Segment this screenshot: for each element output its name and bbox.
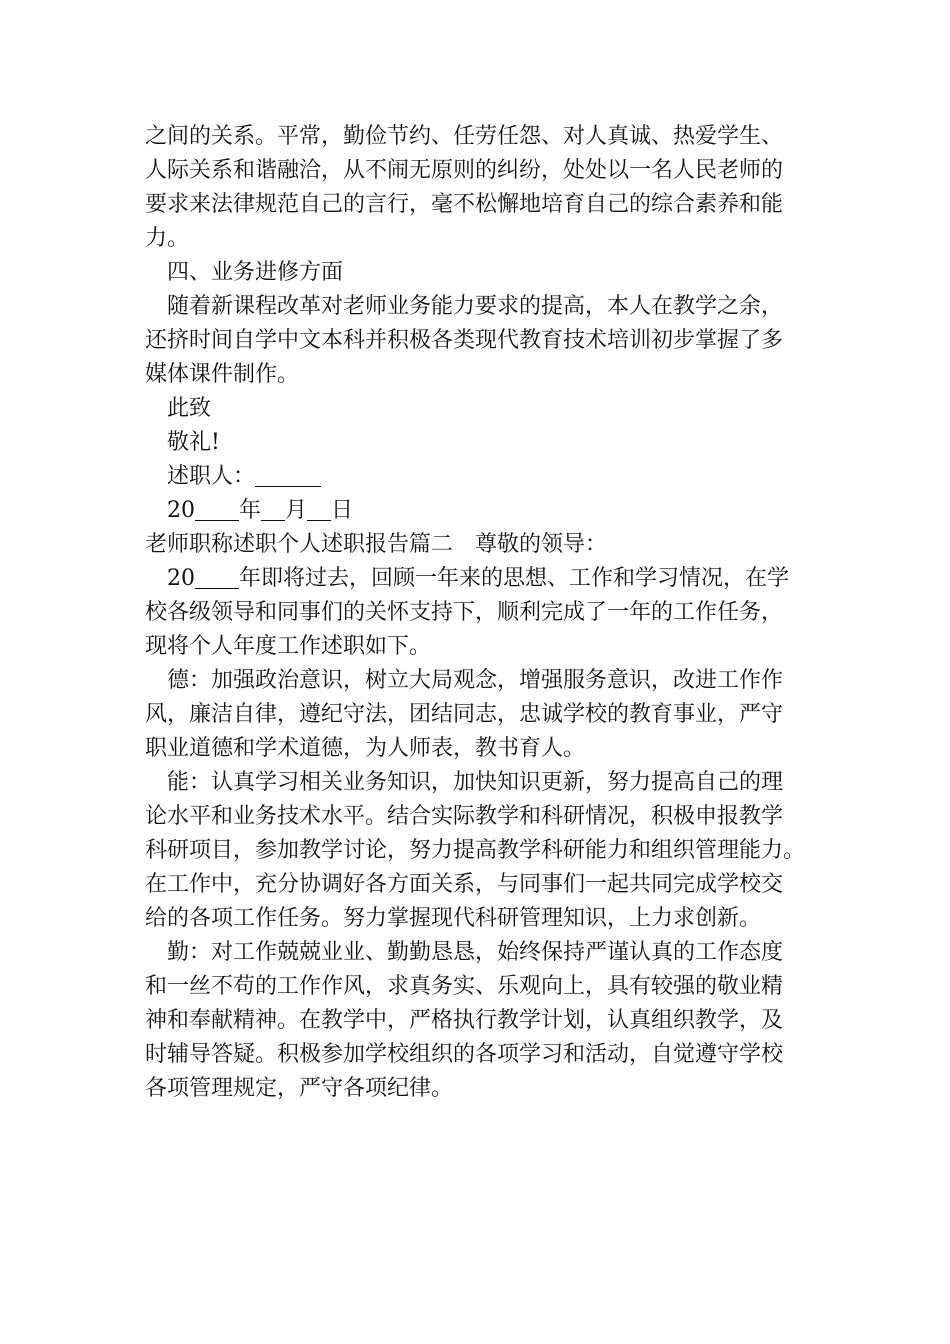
day-blank xyxy=(307,498,331,521)
paragraph-line: 论水平和业务技术水平。结合实际教学和科研情况，积极申报教学 xyxy=(145,804,784,829)
paragraph-line: 勤：对工作兢兢业业、勤勤恳恳，始终保持严谨认真的工作态度 xyxy=(167,940,784,965)
paragraph-line: 各项管理规定，严守各项纪律。 xyxy=(145,1076,454,1101)
paragraph-line: 能：认真学习相关业务知识，加快知识更新，努力提高自己的理 xyxy=(167,770,784,795)
paragraph-line: 还挤时间自学中文本科并积极各类现代教育技术培训初步掌握了多 xyxy=(145,328,784,353)
intro-line xyxy=(145,562,820,596)
paragraph-line: 人际关系和谐融洽，从不闹无原则的纠纷，处处以一名人民老师的 xyxy=(145,158,784,183)
paragraph-line: 随着新课程改革对老师业务能力要求的提高，本人在教学之余， xyxy=(167,294,784,319)
paragraph-line: 风，廉洁自律，遵纪守法，团结同志，忠诚学校的教育事业，严守 xyxy=(145,702,784,727)
paragraph-line: 在工作中，充分协调好各方面关系，与同事们一起共同完成学校交 xyxy=(145,872,784,897)
date-line xyxy=(145,494,820,528)
signer-label: 述职人： xyxy=(167,464,256,489)
signer-line xyxy=(145,460,820,494)
intro-year-prefix: 20 xyxy=(167,566,195,591)
paragraph-line: 神和奉献精神。在教学中，严格执行教学计划，认真组织教学，及 xyxy=(145,1008,784,1033)
month-blank xyxy=(261,498,285,521)
intro-text: 年即将过去，回顾一年来的思想、工作和学习情况，在学 xyxy=(239,566,790,591)
paragraph-line: 时辅导答疑。积极参加学校组织的各项学习和活动，自觉遵守学校 xyxy=(145,1042,784,1067)
document-body xyxy=(145,120,820,1106)
intro-year-blank xyxy=(195,566,239,589)
signature-blank xyxy=(255,464,321,487)
paragraph-line: 媒体课件制作。 xyxy=(145,362,300,387)
paragraph-line: 力。 xyxy=(145,226,190,251)
paragraph-line: 和一丝不苟的工作作风，求真务实、乐观向上，具有较强的敬业精 xyxy=(145,974,784,999)
date-year-label: 年 xyxy=(239,498,262,523)
date-year-prefix: 20 xyxy=(167,498,195,523)
paragraph-line: 要求来法律规范自己的言行，毫不松懈地培育自己的综合素养和能 xyxy=(145,192,784,217)
section-heading: 四、业务进修方面 xyxy=(167,260,344,285)
paragraph-line: 德：加强政治意识，树立大局观念，增强服务意识，改进工作作 xyxy=(167,668,784,693)
paragraph-line: 之间的关系。平常，勤俭节约、任劳任怨、对人真诚、热爱学生、 xyxy=(145,124,784,149)
date-month-label: 月 xyxy=(285,498,308,523)
paragraph-line: 给的各项工作任务。努力掌握现代科研管理知识，上力求创新。 xyxy=(145,906,762,931)
paragraph-line: 现将个人年度工作述职如下。 xyxy=(145,634,432,659)
year-blank xyxy=(195,498,239,521)
closing-regards: 敬礼! xyxy=(167,430,220,455)
paragraph-line: 校各级领导和同事们的关怀支持下，顺利完成了一年的工作任务， xyxy=(145,600,784,625)
paragraph-line: 科研项目，参加教学讨论，努力提高教学科研能力和组织管理能力。 xyxy=(145,838,806,863)
closing-salutation: 此致 xyxy=(167,396,212,421)
paragraph-line: 职业道德和学术道德，为人师表，教书育人。 xyxy=(145,736,586,761)
date-day-label: 日 xyxy=(331,498,354,523)
section-title: 老师职称述职个人述职报告篇二 尊敬的领导： xyxy=(145,532,608,557)
